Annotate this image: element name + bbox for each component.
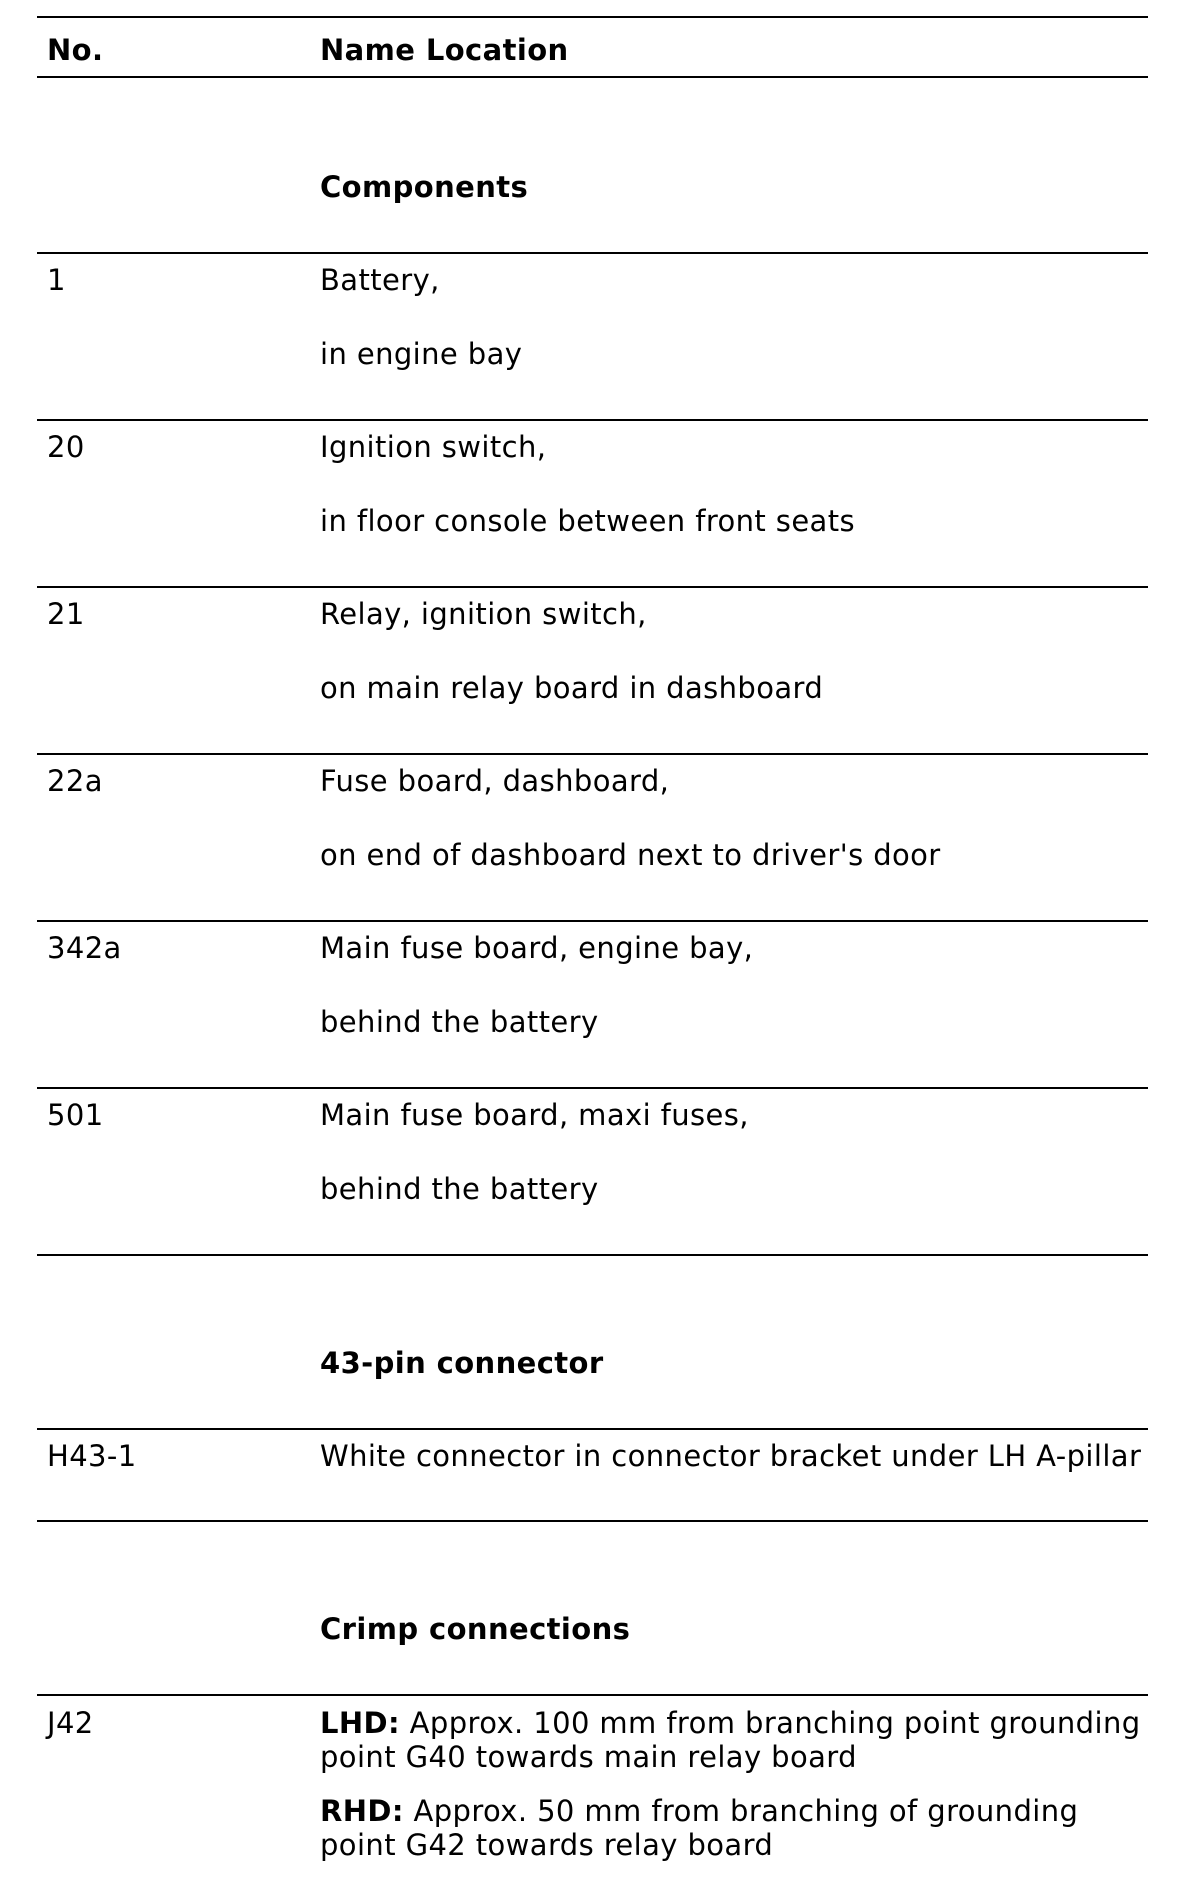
component-name: Main fuse board, maxi fuses, — [320, 1098, 749, 1132]
component-location: behind the battery — [320, 1005, 599, 1039]
component-name: Main fuse board, engine bay, — [320, 931, 754, 965]
row-number: 342a — [47, 931, 122, 965]
table-top-rule — [37, 16, 1148, 18]
row-rule — [37, 1428, 1148, 1430]
component-location: on main relay board in dashboard — [320, 671, 824, 705]
component-location: behind the battery — [320, 1172, 599, 1206]
row-rule — [37, 753, 1148, 755]
crimp-entry-rhd — [320, 1794, 1150, 1862]
row-rule — [37, 1520, 1148, 1522]
row-rule — [37, 1694, 1148, 1696]
row-rule — [37, 252, 1148, 254]
row-number: J42 — [47, 1706, 94, 1740]
crimp-entry-text: Approx. 100 mm from branching point grounding point G40 towards main relay board — [320, 1706, 1141, 1774]
row-number: 22a — [47, 764, 103, 798]
crimp-entry-label: RHD: — [320, 1794, 404, 1828]
component-name: Ignition switch, — [320, 430, 547, 464]
row-rule — [37, 1087, 1148, 1089]
section-title-components: Components — [320, 170, 529, 204]
component-name: Relay, ignition switch, — [320, 597, 647, 631]
section-title-crimp: Crimp connections — [320, 1612, 631, 1646]
row-rule — [37, 419, 1148, 421]
component-location: on end of dashboard next to driver's door — [320, 838, 941, 872]
row-rule — [37, 586, 1148, 588]
component-location: in floor console between front seats — [320, 504, 856, 538]
row-number: 1 — [47, 263, 66, 297]
component-name: Battery, — [320, 263, 440, 297]
connector-description: White connector in connector bracket under LH A-pillar — [320, 1439, 1142, 1473]
row-number: H43-1 — [47, 1439, 137, 1473]
row-rule — [37, 1254, 1148, 1256]
row-number: 20 — [47, 430, 85, 464]
header-rule — [37, 76, 1148, 78]
column-header-name-location: Name Location — [320, 33, 569, 67]
row-rule — [37, 920, 1148, 922]
section-title-connector: 43-pin connector — [320, 1346, 604, 1380]
crimp-entry-label: LHD: — [320, 1706, 401, 1740]
row-number: 501 — [47, 1098, 104, 1132]
component-name: Fuse board, dashboard, — [320, 764, 670, 798]
row-number: 21 — [47, 597, 85, 631]
component-location: in engine bay — [320, 337, 523, 371]
crimp-entry-lhd — [320, 1706, 1150, 1774]
crimp-entry-text: Approx. 50 mm from branching of grounding point G42 towards relay board — [320, 1794, 1079, 1862]
column-header-no: No. — [47, 33, 104, 67]
